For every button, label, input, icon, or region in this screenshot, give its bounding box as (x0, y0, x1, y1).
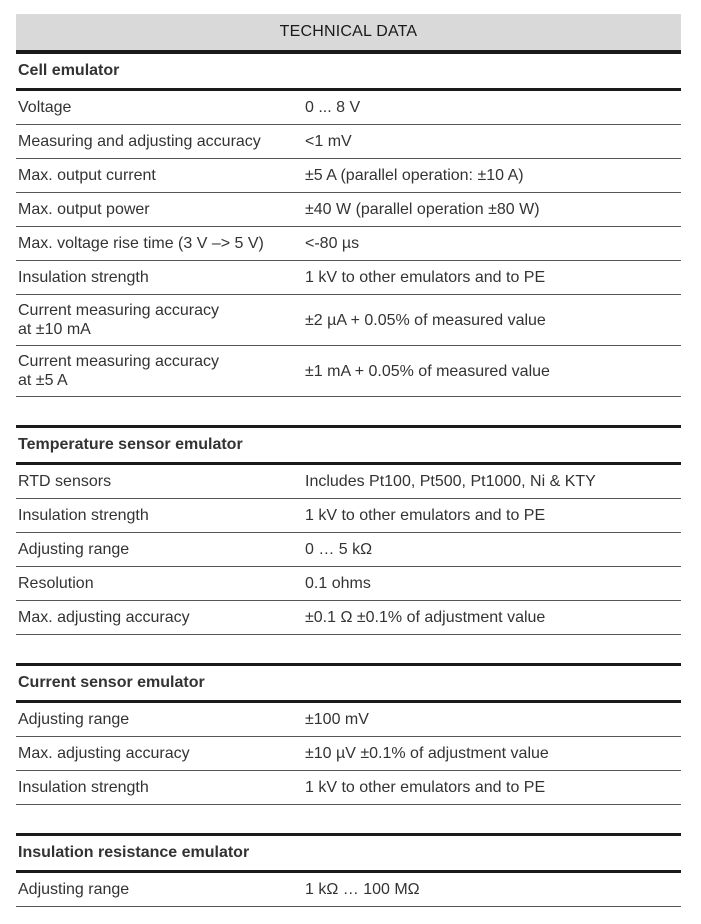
table-row (16, 499, 681, 533)
section-cell-emulator (16, 54, 681, 397)
row-label: RTD sensors (18, 473, 112, 490)
section-current-sensor-emulator (16, 663, 681, 805)
section-heading: Insulation resistance emulator (16, 836, 681, 873)
row-value: ±2 µA + 0.05% of measured value (305, 311, 546, 329)
technical-data-sheet (16, 14, 681, 907)
row-label: Max. adjusting accuracy (18, 745, 190, 762)
row-value: 1 kV to other emulators and to PE (305, 779, 546, 796)
table-row (16, 295, 681, 346)
row-label: Adjusting range (18, 541, 130, 558)
row-value: ±40 W (parallel operation ±80 W) (305, 201, 540, 218)
table-row (16, 346, 681, 397)
section-heading: Cell emulator (16, 54, 681, 91)
table-row (16, 601, 681, 635)
table-row (16, 125, 681, 159)
table-row (16, 227, 681, 261)
row-value: ±100 mV (305, 711, 369, 728)
row-value: 1 kV to other emulators and to PE (305, 507, 546, 524)
table-row (16, 771, 681, 805)
section-heading: Current sensor emulator (16, 666, 681, 703)
row-value: <1 mV (305, 133, 352, 150)
table-row (16, 703, 681, 737)
table-row (16, 261, 681, 295)
row-value: ±1 mA + 0.05% of measured value (305, 362, 550, 380)
row-label: Insulation strength (18, 779, 149, 796)
row-value: 0 ... 8 V (305, 99, 361, 116)
row-value: <-80 µs (305, 235, 360, 252)
row-label: Current measuring accuracy at ±10 mA (18, 302, 219, 338)
row-label: Voltage (18, 99, 72, 116)
table-row (16, 193, 681, 227)
section-heading: Temperature sensor emulator (16, 428, 681, 465)
row-value: ±10 µV ±0.1% of adjustment value (305, 745, 549, 762)
row-value: Includes Pt100, Pt500, Pt1000, Ni & KTY (305, 473, 596, 490)
row-label: Max. output power (18, 201, 150, 218)
row-value: 1 kΩ … 100 MΩ (305, 881, 420, 898)
table-row (16, 465, 681, 499)
section-spacer (16, 805, 681, 833)
section-insulation-resistance-emulator (16, 833, 681, 907)
row-label: Resolution (18, 575, 94, 592)
row-label: Current measuring accuracy at ±5 A (18, 353, 219, 389)
row-value: 1 kV to other emulators and to PE (305, 269, 546, 286)
section-spacer (16, 635, 681, 663)
section-temperature-sensor-emulator (16, 425, 681, 635)
row-label: Max. voltage rise time (3 V –> 5 V) (18, 235, 264, 252)
row-label: Adjusting range (18, 711, 130, 728)
row-value: 0.1 ohms (305, 575, 371, 592)
table-row (16, 159, 681, 193)
table-row (16, 533, 681, 567)
row-value: ±0.1 Ω ±0.1% of adjustment value (305, 609, 546, 626)
section-spacer (16, 397, 681, 425)
table-row (16, 567, 681, 601)
row-label: Max. output current (18, 167, 156, 184)
row-label: Adjusting range (18, 881, 130, 898)
document-title: TECHNICAL DATA (16, 14, 681, 54)
row-label: Insulation strength (18, 269, 149, 286)
row-value: ±5 A (parallel operation: ±10 A) (305, 167, 524, 184)
row-label: Max. adjusting accuracy (18, 609, 190, 626)
table-row (16, 737, 681, 771)
table-row (16, 873, 681, 907)
row-value: 0 … 5 kΩ (305, 541, 373, 558)
row-label: Insulation strength (18, 507, 149, 524)
row-label: Measuring and adjusting accuracy (18, 133, 261, 150)
table-row (16, 91, 681, 125)
